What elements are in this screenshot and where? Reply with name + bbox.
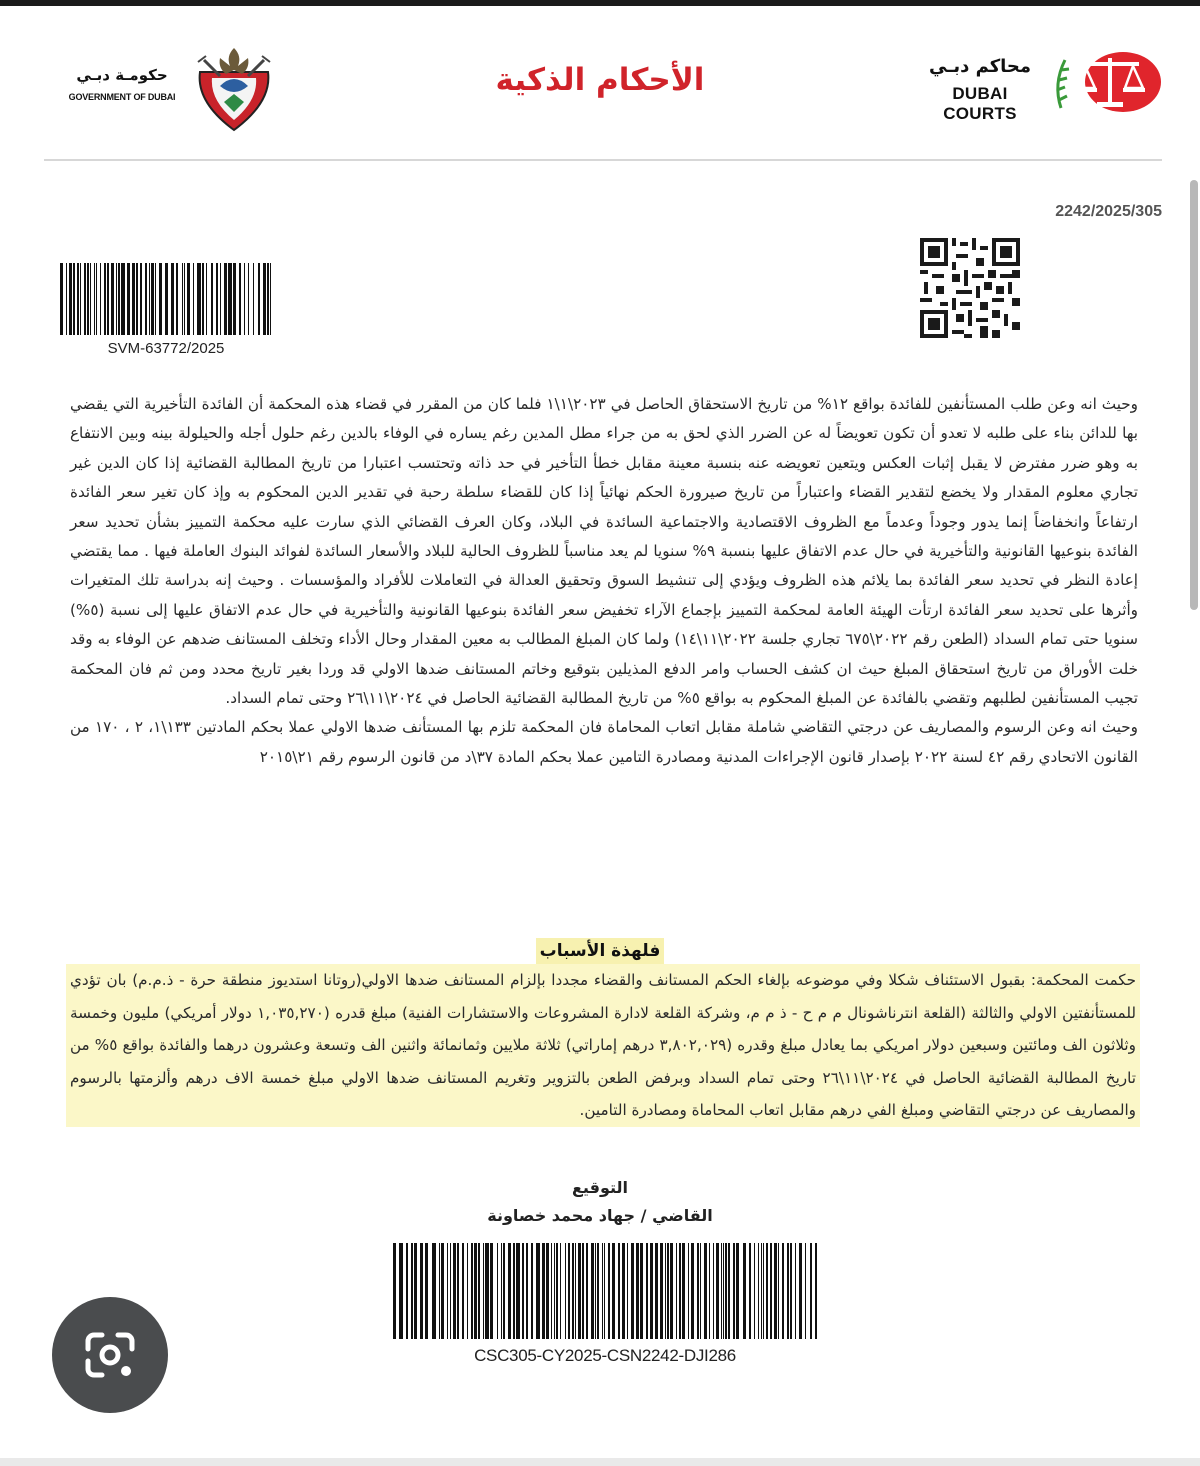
barcode-bar bbox=[118, 263, 120, 335]
barcode-bar bbox=[244, 263, 245, 335]
barcode-bar bbox=[182, 263, 183, 335]
barcode-bar bbox=[531, 1243, 533, 1339]
barcode-bar bbox=[682, 1243, 685, 1339]
barcode-bar bbox=[556, 1243, 558, 1339]
barcode-bar bbox=[80, 263, 81, 335]
bottom-barcode-code: CSC305-CY2025-CSN2242-DJI286 bbox=[474, 1346, 736, 1365]
barcode-bar bbox=[77, 263, 79, 335]
barcode-bar bbox=[597, 1243, 599, 1339]
barcode-bar bbox=[478, 1243, 480, 1339]
barcode-bar bbox=[483, 1243, 484, 1339]
barcode-bar bbox=[655, 1243, 658, 1339]
barcode-bar bbox=[503, 1243, 505, 1339]
barcode-bar bbox=[608, 1243, 610, 1339]
barcode-bar bbox=[474, 1243, 477, 1339]
barcode-bar bbox=[782, 1243, 784, 1339]
barcode-bar bbox=[542, 1243, 545, 1339]
barcode-bar bbox=[754, 1243, 755, 1339]
barcode-bar bbox=[631, 1243, 634, 1339]
header-divider bbox=[44, 159, 1162, 161]
lens-camera-icon bbox=[82, 1327, 138, 1383]
barcode-bar bbox=[660, 1243, 663, 1339]
barcode-bar bbox=[270, 263, 271, 335]
barcode-bar bbox=[667, 1243, 669, 1339]
qr-code-icon bbox=[920, 238, 1020, 338]
barcode-bar bbox=[107, 263, 109, 335]
barcode-bar bbox=[193, 263, 194, 335]
barcode-bar bbox=[414, 1243, 417, 1339]
barcode-bar bbox=[425, 1243, 428, 1339]
barcode-bar bbox=[159, 263, 162, 335]
barcode-bar bbox=[688, 1243, 689, 1339]
barcode-bar bbox=[94, 263, 95, 335]
barcode-bar bbox=[457, 1243, 459, 1339]
top-barcode bbox=[60, 263, 272, 335]
barcode-bar bbox=[568, 1243, 570, 1339]
barcode-bar bbox=[560, 1243, 561, 1339]
barcode-bar bbox=[132, 263, 135, 335]
barcode-bar bbox=[176, 263, 178, 335]
barcode-bar bbox=[151, 263, 154, 335]
barcode-bar bbox=[575, 1243, 576, 1339]
barcode-bar bbox=[578, 1243, 581, 1339]
barcode-bar bbox=[778, 1243, 779, 1339]
barcode-bar bbox=[665, 1243, 666, 1339]
barcode-bar bbox=[127, 263, 130, 335]
barcode-bar bbox=[728, 1243, 730, 1339]
barcode-bar bbox=[713, 1243, 714, 1339]
barcode-bar bbox=[87, 263, 89, 335]
barcode-bar bbox=[453, 1243, 456, 1339]
top-barcode-code: SVM-63772/2025 bbox=[107, 340, 225, 357]
barcode-bar bbox=[582, 1243, 584, 1339]
barcode-bar bbox=[145, 263, 147, 335]
barcode-bar bbox=[676, 1243, 677, 1339]
reasons-heading-text: فلهذة الأسباب bbox=[536, 938, 665, 966]
barcode-bar bbox=[253, 263, 254, 335]
barcode-bar bbox=[700, 1243, 701, 1339]
barcode-bar bbox=[516, 1243, 520, 1339]
barcode-bar bbox=[420, 1243, 423, 1339]
barcode-bar bbox=[522, 1243, 524, 1339]
barcode-bar bbox=[612, 1243, 615, 1339]
barcode-bar bbox=[216, 263, 218, 335]
barcode-bar bbox=[758, 1243, 759, 1339]
barcode-bar bbox=[447, 1243, 448, 1339]
barcode-bar bbox=[508, 1243, 511, 1339]
barcode-bar bbox=[602, 1243, 603, 1339]
barcode-bar bbox=[763, 1243, 764, 1339]
barcode-bar bbox=[501, 1243, 502, 1339]
lens-search-button[interactable] bbox=[52, 1297, 168, 1413]
barcode-bar bbox=[565, 1243, 566, 1339]
barcode-bar bbox=[716, 1243, 719, 1339]
barcode-bar bbox=[526, 1243, 528, 1339]
barcode-bar bbox=[749, 1243, 751, 1339]
barcode-bar bbox=[202, 263, 204, 335]
barcode-bar bbox=[100, 263, 101, 335]
barcode-bar bbox=[224, 263, 227, 335]
barcode-bar bbox=[263, 263, 266, 335]
barcode-bar bbox=[723, 1243, 724, 1339]
courts-name-ar: محاكم دبـي bbox=[928, 56, 1032, 77]
judge-name: القاضي / جهاد محمد خصاونة bbox=[487, 1206, 713, 1225]
barcode-bar bbox=[485, 1243, 489, 1339]
barcode-bar bbox=[140, 263, 142, 335]
barcode-bar bbox=[795, 1243, 796, 1339]
barcode-bar bbox=[618, 1243, 620, 1339]
barcode-bar bbox=[66, 263, 67, 335]
barcode-bar bbox=[171, 263, 174, 335]
barcode-bar bbox=[165, 263, 168, 335]
barcode-bar bbox=[679, 1243, 681, 1339]
barcode-bar bbox=[69, 263, 72, 335]
barcode-bar bbox=[73, 263, 75, 335]
barcode-bar bbox=[650, 1243, 653, 1339]
barcode-bar bbox=[411, 1243, 413, 1339]
barcode-bar bbox=[184, 263, 185, 335]
barcode-bar bbox=[622, 1243, 625, 1339]
barcode-bar bbox=[770, 1243, 772, 1339]
barcode-bar bbox=[810, 1243, 812, 1339]
barcode-bar bbox=[636, 1243, 639, 1339]
barcode-bar bbox=[439, 1243, 440, 1339]
barcode-bar bbox=[743, 1243, 746, 1339]
barcode-bar bbox=[233, 263, 236, 335]
barcode-bar bbox=[149, 263, 150, 335]
barcode-bar bbox=[96, 263, 97, 335]
barcode-bar bbox=[554, 1243, 555, 1339]
barcode-bar bbox=[595, 1243, 596, 1339]
barcode-bar bbox=[490, 1243, 493, 1339]
barcode-bar bbox=[736, 1243, 739, 1339]
barcode-bar bbox=[721, 1243, 722, 1339]
barcode-bar bbox=[790, 1243, 792, 1339]
barcode-bar bbox=[467, 1243, 468, 1339]
government-of-dubai-logo bbox=[58, 42, 278, 134]
falcon-emblem-icon bbox=[190, 42, 278, 134]
verdict-text: حكمت المحكمة: بقبول الاستئناف شكلا وفي موضوعه بإلغاء الحكم المستانف والقضاء مجددا بإلزام المستانف ضدها الاولي(روتانا استديوز منطقة حرة - ذ.م.م) بان تؤدي للمستأنفتين الاولي والثالثة (القلعة انترناشونال م م ح - ذ م م، وشركة القلعة لادارة المشروعات والاستشارات الفنية) مبلغ قدره (١,٠٣٥,٢٧٠ دولار أمريكي) مليون وخمسة وثلاثون الف ومائتين وسبعين دولار امريكي بما يعادل مبلغ وقدره (٣,٨٠٢,٠٢٩ درهم إماراتي) ثلاثة ملايين وثمانمائة واثنين الف وتسعة وعشرون درهما والفائدة بواقع ٥% من تاريخ المطالبة القضائية الحاصل في ٢٠٢٤\١١\٢٦ وحتى تمام السداد وبرفض الطعن بالتزوير وتغريم المستانف ضدها الاولي مبلغ خمسة الاف درهم وألزمتها بالرسوم والمصاريف عن درجتي التقاضي ومبلغ الفي درهم مقابل اتعاب المحاماة ومصادرة التامين. bbox=[70, 971, 1136, 1120]
barcode-bar bbox=[787, 1243, 789, 1339]
barcode-bar bbox=[267, 263, 269, 335]
barcode-bar bbox=[536, 1243, 540, 1339]
barcode-bar bbox=[462, 1243, 464, 1339]
bottom-border bbox=[0, 1458, 1200, 1466]
reasoning-paragraph-interest: وحيث انه وعن طلب المستأنفين للفائدة بواقع ١٢% من تاريخ الاستحقاق الحاصل في ٢٠٢٣\١\١ فلما كان من المقرر في قضاء هذه المحكمة أن الفائدة التأخيرية التي يقضي بها للدائن بناء على طلبه لا تعدو أن تكون تعويضاً له عن الضرر الذي لحق به من جراء مطل المدين رغم يساره في الوفاء بالدين رغم حلول أجله والحيلولة بينه وبين الانتفاع به وهو ضرر مفترض لا يقبل إثبات العكس ويتعين تعويضه عنه بنسبة معينة مقابل خطأ التأخير في حد ذاته وتحتسب اعتبارا من تاريخ المطالبة القضائية إذا كان الدين غير تجاري معلوم المقدار ولا يخضع لتقدير القضاء واعتباراً من تاريخ صيرورة الحكم نهائياً إذا كان للقضاء سلطة رحبة في تقدير الدين المحكوم به وإذ كان تغير سعر الفائدة ارتفاعاً وانخفاضاً إنما يدور وجوداً وعدماً مع الظروف الاقتصادية والاجتماعية السائدة في البلاد، وكان العرف القضائي الذي سارت عليه محكمة التمييز بشأن تحديد سعر الفائدة بنوعيها القانونية والتأخيرية في حال عدم الاتفاق عليها بنسبة ٩% سنويا لم يعد مناسباً للظروف الحالية للبلاد والأسعار السائدة لفوائد البنوك العاملة فيها . مما يقتضي إعادة النظر في تحديد سعر الفائدة بما يلائم هذه الظروف ويؤدي إلى تنشيط السوق وتحقيق العدالة في التعاملات للأفراد والمؤسسات . وحيث إنه بدراسة تلك المتغيرات وأثرها على تحديد سعر الفائدة ارتأت الهيئة العامة لمحكمة التمييز بإجماع الآراء تخفيض سعر الفائدة بنوعيها القانونية والتأخيرية في حال عدم الاتفاق عليها إلى نسبة (٥%) سنويا حتى تمام السداد (الطعن رقم ٢٠٢٢\٦٧٥ تجاري جلسة ٢٠٢٢\١١\١٤) ولما كان المبلغ المطالب به معين المقدار وحال الأداء وتخلف المستانف ضدهم عن الوفاء به وقد خلت الأوراق من تاريخ استحقاق المبلغ حيث ان كشف الحساب وامر الدفع المذيلين بتوقيع وخاتم المستانف ضدها الاولي قد وردا بغير تاريخ محدد ومن ثم فان المحكمة تجيب المستأنفين لطلبهم وتقضي بالفائدة عن المبلغ المحكوم به بواقع ٥% من تاريخ المطالبة القضائية الحاصل في ٢٠٢٤\١١\٢٦ وحتى تمام السداد. bbox=[70, 395, 1139, 708]
barcode-bar bbox=[513, 1243, 515, 1339]
barcode-bar bbox=[432, 1243, 436, 1339]
barcode-bar bbox=[627, 1243, 628, 1339]
barcode-bar bbox=[116, 263, 117, 335]
barcode-bar bbox=[197, 263, 201, 335]
verdict-block bbox=[66, 964, 1140, 1127]
barcode-bar bbox=[206, 263, 207, 335]
reasons-heading bbox=[500, 938, 700, 966]
barcode-bar bbox=[691, 1243, 694, 1339]
barcode-bar bbox=[406, 1243, 408, 1339]
barcode-bar bbox=[572, 1243, 574, 1339]
barcode-bar bbox=[805, 1243, 806, 1339]
barcode-bar bbox=[441, 1243, 444, 1339]
barcode-bar bbox=[84, 263, 86, 335]
dubai-courts-logo bbox=[915, 48, 1165, 123]
barcode-bar bbox=[450, 1243, 451, 1339]
barcode-bar bbox=[399, 1243, 403, 1339]
page-title: الأحكام الذكية bbox=[495, 62, 705, 98]
barcode-bar bbox=[121, 263, 125, 335]
government-name-en: GOVERNMENT OF DUBAI bbox=[68, 92, 176, 102]
barcode-bar bbox=[497, 1243, 498, 1339]
top-border bbox=[0, 0, 1200, 6]
barcode-bar bbox=[766, 1243, 768, 1339]
barcode-bar bbox=[670, 1243, 673, 1339]
case-number: 2242/2025/305 bbox=[1055, 203, 1162, 220]
barcode-bar bbox=[640, 1243, 643, 1339]
signature-label: التوقيع bbox=[572, 1178, 628, 1197]
reasoning-paragraph-fees: وحيث انه وعن الرسوم والمصاريف عن درجتي التقاضي شاملة مقابل اتعاب المحاماة فان المحكمة تلزم بها المستأنف ضدها الاولي عملا بحكم المادتين ١٣٣\١، ٢ ، ١٧٠ من القانون الاتحادي رقم ٤٢ لسنة ٢٠٢٢ بإصدار قانون الإجراءات المدنية ومصادرة التامين عملا بحكم المادة ٣٧\د من قانون الرسوم رقم ٢١\٢٠١٥ bbox=[70, 718, 1138, 766]
barcode-bar bbox=[546, 1243, 549, 1339]
barcode-bar bbox=[799, 1243, 802, 1339]
barcode-bar bbox=[258, 263, 260, 335]
barcode-bar bbox=[591, 1243, 594, 1339]
barcode-bar bbox=[187, 263, 190, 335]
barcode-bar bbox=[551, 1243, 552, 1339]
government-name-ar: حكومـة دبـي bbox=[76, 66, 168, 84]
barcode-bar bbox=[228, 263, 232, 335]
barcode-bar bbox=[393, 1243, 396, 1339]
courts-name-en: DUBAI COURTS bbox=[943, 84, 1017, 123]
barcode-bar bbox=[586, 1243, 588, 1339]
barcode-bar bbox=[111, 263, 114, 335]
barcode-bar bbox=[471, 1243, 473, 1339]
barcode-bar bbox=[60, 263, 63, 335]
barcode-bar bbox=[704, 1243, 707, 1339]
barcode-bar bbox=[774, 1243, 777, 1339]
barcode-bar bbox=[733, 1243, 735, 1339]
barcode-bar bbox=[761, 1243, 762, 1339]
barcode-bar bbox=[604, 1243, 605, 1339]
barcode-bar bbox=[709, 1243, 710, 1339]
barcode-bar bbox=[815, 1243, 817, 1339]
barcode-bar bbox=[725, 1243, 727, 1339]
barcode-bar bbox=[211, 263, 213, 335]
barcode-bar bbox=[104, 263, 106, 335]
barcode-bar bbox=[155, 263, 156, 335]
scrollbar[interactable] bbox=[1190, 180, 1198, 610]
bottom-barcode bbox=[393, 1243, 817, 1339]
barcode-bar bbox=[90, 263, 91, 335]
barcode-bar bbox=[248, 263, 249, 335]
barcode-bar bbox=[220, 263, 221, 335]
barcode-bar bbox=[136, 263, 138, 335]
barcode-bar bbox=[239, 263, 241, 335]
barcode-bar bbox=[697, 1243, 699, 1339]
scales-of-justice-icon bbox=[1051, 48, 1163, 118]
barcode-bar bbox=[646, 1243, 648, 1339]
judgment-reasoning bbox=[70, 390, 1138, 772]
